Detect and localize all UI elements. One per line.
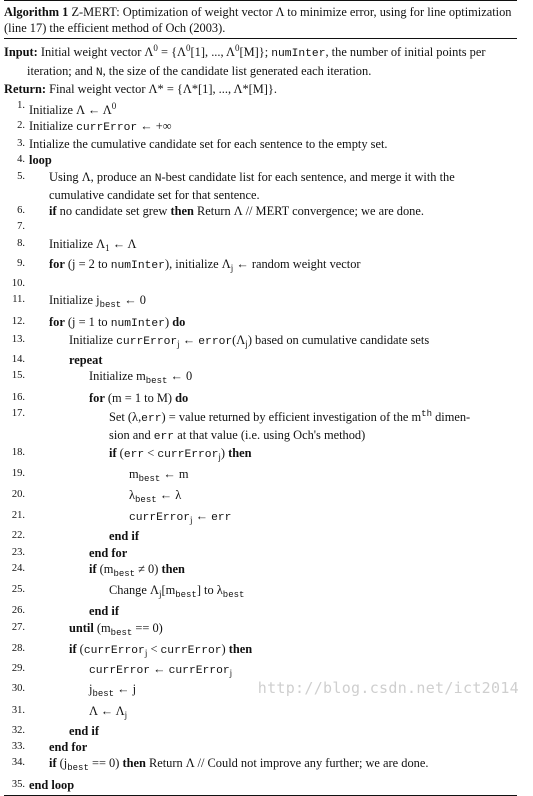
return-text: Final weight vector Λ* = {Λ*[1], ..., Λ*[M]}. <box>49 82 277 96</box>
algorithm-line <box>4 620 517 641</box>
input-text: , the size of the candidate list generated each iteration. <box>102 63 372 78</box>
algorithm-line <box>4 219 517 235</box>
line-number: 11. <box>12 294 25 306</box>
input-mono: N <box>95 66 103 79</box>
line-text: if (currError$_j$ < currError) then <box>69 641 253 658</box>
line-number: 28. <box>11 642 25 654</box>
line-number: 24. <box>11 562 25 574</box>
input-sup: 0 <box>153 43 158 53</box>
input-text: , the number of initial points per iteration; and <box>27 45 486 78</box>
line-text: if $(m_{best} \ne 0)$ then <box>89 561 185 579</box>
line-number: 26. <box>11 605 25 617</box>
algorithm-line <box>4 487 517 508</box>
line-number: 3. <box>17 138 25 149</box>
algorithm-line <box>4 545 517 561</box>
line-text: for (j = 2 to numInter), initialize $\Lambda_j$ ← random weight vector <box>49 256 361 273</box>
algorithm-line <box>4 755 517 776</box>
algorithm-box <box>4 0 517 796</box>
algorithm-line <box>4 314 517 332</box>
line-number: 21. <box>11 510 25 521</box>
algorithm-line <box>4 641 517 661</box>
line-number: 10. <box>11 278 25 289</box>
line-number: 23. <box>11 546 25 558</box>
line-text: end if <box>69 723 99 738</box>
line-number: 4. <box>17 154 25 166</box>
line-text: $j_{best}$ ← j <box>89 682 137 700</box>
input-sup: 0 <box>186 43 191 53</box>
line-number: 32. <box>11 724 25 736</box>
line-text: $\lambda_{best}$ ← λ <box>129 487 182 505</box>
line-number <box>4 187 27 203</box>
line-number: 9. <box>17 257 25 269</box>
algorithm-line <box>4 561 517 582</box>
algorithm-line <box>4 390 517 406</box>
line-number: 33. <box>11 741 25 752</box>
line-text: Λ ← $\Lambda_j$ <box>89 703 128 720</box>
line-number: 15. <box>11 370 25 382</box>
line-text: Initialize currError ← +∞ <box>29 118 172 134</box>
line-text: end loop <box>29 777 75 792</box>
line-number: 13. <box>11 333 25 345</box>
line-text: Using Λ, produce an N-best candidate list for each sentence, and merge it with the <box>49 169 455 185</box>
input-mono: numInter <box>271 48 326 60</box>
line-text: for (m = 1 to M) do <box>89 390 189 405</box>
algorithm-line <box>4 203 517 219</box>
algorithm-line <box>4 445 517 465</box>
line-number: 7. <box>17 221 25 233</box>
line-text: Initialize Λ ← $\Lambda^0$ <box>29 100 117 117</box>
algorithm-line <box>4 292 517 313</box>
algorithm-line <box>4 236 517 256</box>
line-number: 14. <box>11 354 25 365</box>
line-text: currError ← currError$_j$ <box>89 662 233 678</box>
line-text: cumulative candidate set for that sentence. <box>49 187 260 202</box>
line-text: sion and err at that value (i.e. using Och's method) <box>109 428 366 443</box>
algorithm-caption <box>4 1 517 38</box>
algorithm-line <box>4 777 517 793</box>
algorithm-line <box>4 466 517 487</box>
line-number: 25. <box>11 584 25 595</box>
line-number: 34. <box>11 757 25 769</box>
algorithm-line <box>4 152 517 168</box>
algorithm-line <box>4 169 517 187</box>
line-number: 27. <box>11 621 25 633</box>
algorithm-line <box>4 739 517 755</box>
line-number: 22. <box>11 530 25 542</box>
line-number: 35. <box>11 778 25 790</box>
algorithm-line <box>4 118 517 136</box>
watermark: http://blog.csdn.net/ict2014 <box>257 679 519 697</box>
line-text: Initialize $j_{best}$ ← 0 <box>49 293 146 311</box>
line-text: until $(m_{best} == 0)$ <box>69 620 163 638</box>
input-text: [1], ..., Λ <box>190 45 235 59</box>
algorithm-line <box>4 508 517 528</box>
algorithm-line <box>4 406 517 427</box>
line-text: Initialize $m_{best}$ ← 0 <box>89 369 193 387</box>
line-text: Initialize $\Lambda_1$ ← Λ <box>49 236 137 253</box>
algorithm-line <box>4 582 517 603</box>
line-number: 18. <box>11 447 25 459</box>
input-label: Input: <box>4 45 38 59</box>
line-number: 30. <box>11 683 25 695</box>
line-text: if no candidate set grew then Return Λ // MERT convergence; we are done. <box>49 204 424 218</box>
line-text: end for <box>49 740 88 754</box>
line-text: end for <box>89 545 128 560</box>
caption-label: Algorithm 1 <box>4 5 69 19</box>
line-number: 31. <box>11 704 25 716</box>
line-number: 5. <box>17 170 25 182</box>
line-number: 12. <box>11 315 25 327</box>
line-number: 20. <box>11 488 25 500</box>
line-text: if (err < currError$_j$) then <box>109 446 252 463</box>
line-text: end if <box>89 604 119 619</box>
line-text: if $(j_{best} == 0)$ then Return Λ // Could not improve any further; we are done. <box>49 756 429 774</box>
caption-text: Z-MERT: Optimization of weight vector Λ to minimize error, using for line optimization (line 17) the efficient method of Och (2003). <box>4 5 512 35</box>
line-number: 2. <box>17 119 25 131</box>
input-text: [M]}; <box>239 45 272 59</box>
algorithm-line <box>4 703 517 723</box>
algorithm-line <box>4 276 517 292</box>
line-number: 17. <box>11 407 25 419</box>
line-text <box>27 276 517 292</box>
return-row <box>4 81 517 98</box>
input-text: = {Λ <box>157 45 187 59</box>
algorithm-line <box>4 256 517 276</box>
algorithm-line <box>4 528 517 544</box>
line-number: 6. <box>17 205 25 216</box>
line-text: end if <box>109 529 139 544</box>
algorithm-line <box>4 187 517 203</box>
line-text: Initialize currError$_j$ ← $error(\Lambda_j)$ based on cumulative candidate sets <box>69 332 430 349</box>
line-number: 8. <box>17 237 25 249</box>
line-text: Change $\Lambda_j[m_{best}]$ to $\lambda_{best}$ <box>109 583 245 600</box>
line-text: for (j = 1 to numInter) do <box>49 314 186 330</box>
algorithm-line <box>4 98 517 118</box>
input-row <box>4 40 517 81</box>
line-number: 1. <box>17 99 25 111</box>
input-output-block <box>4 39 517 98</box>
line-text: currError$_j$ ← err <box>129 509 232 525</box>
line-text: Intialize the cumulative candidate set for each sentence to the empty set. <box>29 137 388 151</box>
algorithm-line <box>4 427 517 445</box>
input-text: Initial weight vector Λ <box>40 45 154 59</box>
return-label: Return: <box>4 82 46 96</box>
line-number: 29. <box>11 663 25 674</box>
line-number <box>4 427 27 445</box>
algorithm-line <box>4 723 517 739</box>
line-text: $m_{best}$ ← m <box>129 466 189 484</box>
input-sup: 0 <box>234 43 240 53</box>
line-text <box>27 219 517 235</box>
algorithm-line <box>4 603 517 619</box>
algorithm-line <box>4 368 517 389</box>
line-text: Set (λ,err) = value returned by efficient investigation of the $m^{th}$ dimen- <box>109 408 471 425</box>
algorithm-line <box>4 352 517 368</box>
algorithm-line <box>4 332 517 352</box>
line-text: loop <box>29 153 52 168</box>
line-number: 19. <box>11 467 25 479</box>
line-text: repeat <box>69 353 103 367</box>
line-number: 16. <box>11 391 25 403</box>
algorithm-line <box>4 136 517 152</box>
